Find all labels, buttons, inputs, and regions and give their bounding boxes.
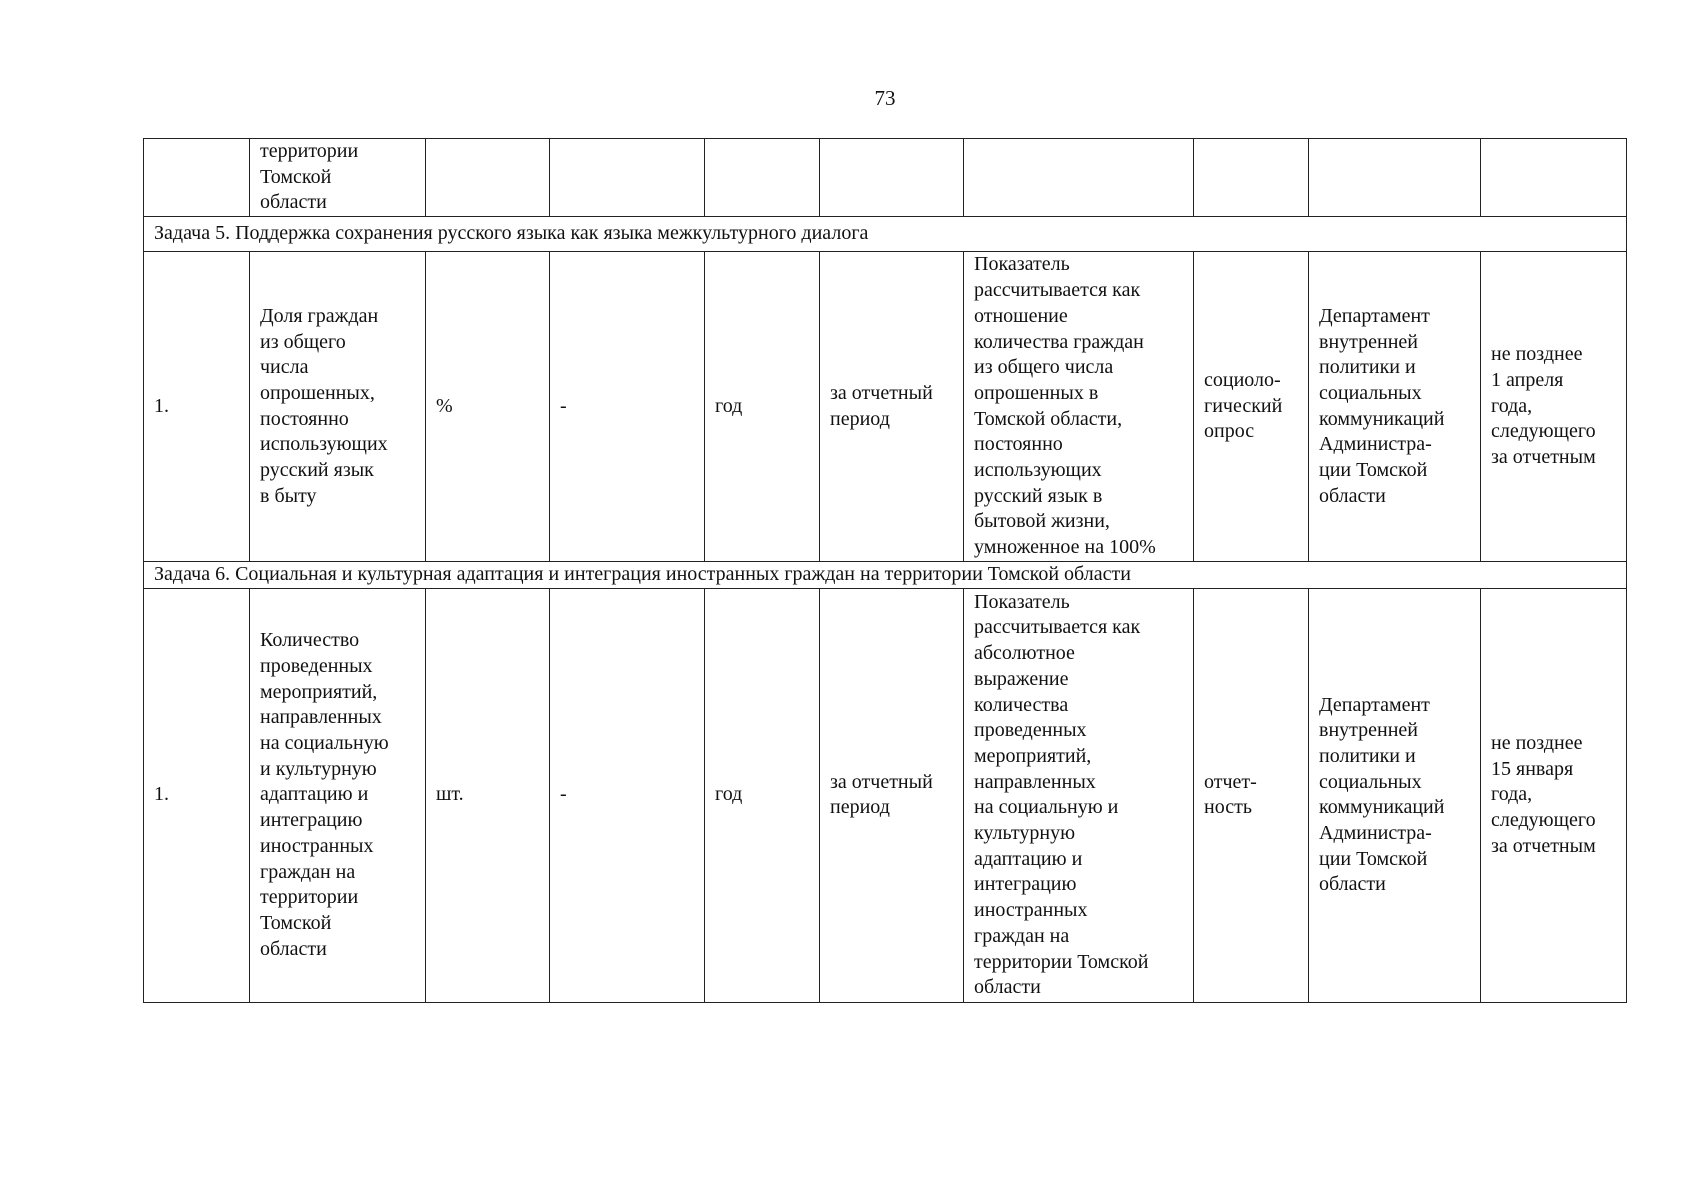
cell-algorithm: Показатель рассчитывается как отношение количества граждан из общего числа опрошенных в Томской области, постоянно использующих русский язык в бытовой жизни, умноженное на 100% (964, 252, 1194, 562)
indicators-table (143, 138, 1627, 1003)
cell-unit: % (426, 252, 550, 562)
cell-dash: - (550, 252, 705, 562)
cell-dash (550, 139, 705, 217)
cell-time-char (820, 139, 964, 217)
cell-time-char: за отчетный период (820, 252, 964, 562)
indicator-row (144, 588, 1627, 1002)
cell-dash: - (550, 588, 705, 1002)
cell-indicator: территории Томской области (250, 139, 426, 217)
cell-method (1194, 139, 1309, 217)
cell-unit (426, 139, 550, 217)
cell-algorithm: Показатель рассчитывается как абсолютное выражение количества проведенных мероприятий, направленных на социальную и культурную адаптацию и интеграцию иностранных граждан на территории Томской области (964, 588, 1194, 1002)
cell-unit: шт. (426, 588, 550, 1002)
cell-num: 1. (144, 588, 250, 1002)
cell-periodicity: год (705, 252, 820, 562)
cell-indicator: Количество проведенных мероприятий, направленных на социальную и культурную адаптацию и интеграцию иностранных граждан на территории Томской области (250, 588, 426, 1002)
cell-indicator: Доля граждан из общего числа опрошенных, постоянно использующих русский язык в быту (250, 252, 426, 562)
indicator-row (144, 252, 1627, 562)
continuation-row (144, 139, 1627, 217)
cell-deadline (1481, 139, 1627, 217)
cell-num: 1. (144, 252, 250, 562)
cell-periodicity (705, 139, 820, 217)
page-number: 73 (874, 86, 896, 110)
cell-periodicity: год (705, 588, 820, 1002)
task-heading-row (144, 562, 1627, 589)
cell-time-char: за отчетный период (820, 588, 964, 1002)
task-heading: Задача 5. Поддержка сохранения русского языка как языка межкультурного диалога (144, 217, 1627, 252)
cell-deadline: не позднее 15 января года, следующего за отчетным (1481, 588, 1627, 1002)
cell-responsible: Департамент внутренней политики и социальных коммуникаций Администра- ции Томской области (1309, 252, 1481, 562)
cell-method: социоло- гический опрос (1194, 252, 1309, 562)
task-heading: Задача 6. Социальная и культурная адаптация и интеграция иностранных граждан на территории Томской области (144, 562, 1627, 589)
cell-responsible: Департамент внутренней политики и социальных коммуникаций Администра- ции Томской области (1309, 588, 1481, 1002)
cell-algorithm (964, 139, 1194, 217)
cell-responsible (1309, 139, 1481, 217)
cell-num (144, 139, 250, 217)
task-heading-row (144, 217, 1627, 252)
cell-method: отчет- ность (1194, 588, 1309, 1002)
cell-deadline: не позднее 1 апреля года, следующего за отчетным (1481, 252, 1627, 562)
